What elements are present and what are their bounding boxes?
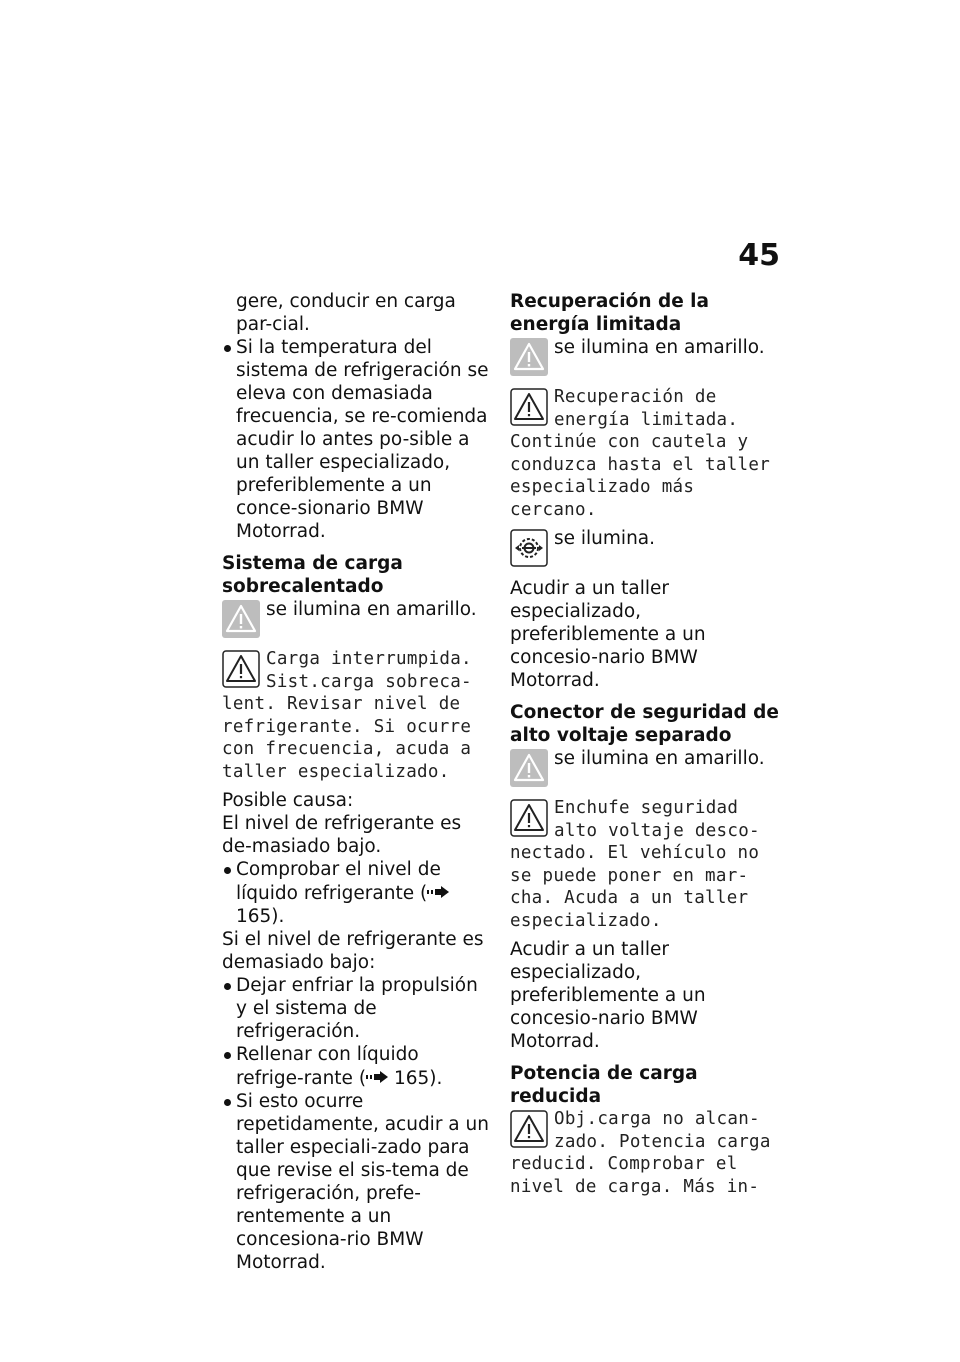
lamp-text: se ilumina en amarillo. [554, 748, 765, 769]
gear-lamp-row [510, 527, 782, 571]
lamp-row [510, 336, 782, 380]
bullet-text: Rellenar con líquido refrige-rante ( [236, 1044, 419, 1089]
display-message-block [222, 648, 490, 783]
display-message: Enchufe seguridad alto voltaje desco-nectado. El vehículo no se puede poner en mar-cha. Acuda a un taller especializado. [510, 798, 760, 931]
display-message: Carga interrumpida. Sist.carga sobreca-lent. Revisar nivel de refrigerante. Si ocurre con frecuencia, acuda a taller especializado. [222, 649, 472, 782]
warning-triangle-gray-icon [510, 749, 548, 787]
section-heading: Sistema de carga sobrecalentado [222, 553, 403, 597]
lamp-row [510, 747, 782, 791]
lamp-text: se ilumina en amarillo. [554, 337, 765, 358]
page-reference[interactable]: 165). [236, 906, 285, 927]
lamp-row [222, 598, 490, 642]
page-number: 45 [738, 238, 780, 273]
drivetrain-fault-icon [510, 529, 548, 567]
warning-triangle-gray-icon [222, 600, 260, 638]
section-heading: Conector de seguridad de alto voltaje separado [510, 702, 779, 746]
lamp-text: se ilumina. [554, 528, 656, 549]
warning-triangle-outline-icon [510, 799, 548, 837]
warning-triangle-outline-icon [222, 650, 260, 688]
display-message: Obj.carga no alcan-zado. Potencia carga reducid. Comprobar el nivel de carga. Más in- [510, 1109, 771, 1197]
paragraph: Si el nivel de refrigerante es demasiado bajo: [222, 929, 484, 973]
warning-triangle-outline-icon [510, 1110, 548, 1148]
page-reference-arrow-icon [366, 1066, 388, 1078]
right-column [510, 290, 782, 1198]
paragraph: Acudir a un taller especializado, preferiblemente a un concesio-nario BMW Motorrad. [510, 939, 706, 1052]
page-reference[interactable]: 165). [393, 1068, 443, 1089]
bullet-item: Si la temperatura del sistema de refrigeración se eleva con demasiada frecuencia, se re-comienda acudir lo antes po-sible a un taller especializado, preferiblemente a un conce-sionario BMW Motorrad. [222, 336, 490, 543]
display-message-block [510, 797, 782, 932]
display-message: Recuperación de energía limitada. Continúe con cautela y conduzca hasta el taller especializado más cercano. [510, 387, 771, 520]
bullet-item [222, 1043, 490, 1090]
bullet-item [222, 858, 490, 928]
section-heading: Recuperación de la energía limitada [510, 291, 710, 335]
paragraph: gere, conducir en carga par-cial. [236, 291, 456, 335]
cause-text: El nivel de refrigerante es de-masiado bajo. [222, 813, 462, 857]
display-message-block [510, 386, 782, 521]
warning-triangle-gray-icon [510, 338, 548, 376]
cause-label: Posible causa: [222, 790, 354, 811]
page-reference-arrow-icon [427, 881, 449, 893]
bullet-item: Si esto ocurre repetidamente, acudir a un taller especiali-zado para que revise el sis-tema de refrigeración, prefe-rentemente a un concesiona-rio BMW Motorrad. [222, 1090, 490, 1274]
bullet-text: Comprobar el nivel de líquido refrigerante ( [236, 859, 441, 904]
bullet-item: Dejar enfriar la propulsión y el sistema de refrigeración. [222, 974, 490, 1043]
left-column [222, 290, 490, 1274]
display-message-block [510, 1108, 782, 1198]
section-heading: Potencia de carga reducida [510, 1063, 698, 1107]
warning-triangle-outline-icon [510, 388, 548, 426]
lamp-text: se ilumina en amarillo. [266, 599, 477, 620]
paragraph: Acudir a un taller especializado, preferiblemente a un concesio-nario BMW Motorrad. [510, 578, 706, 691]
